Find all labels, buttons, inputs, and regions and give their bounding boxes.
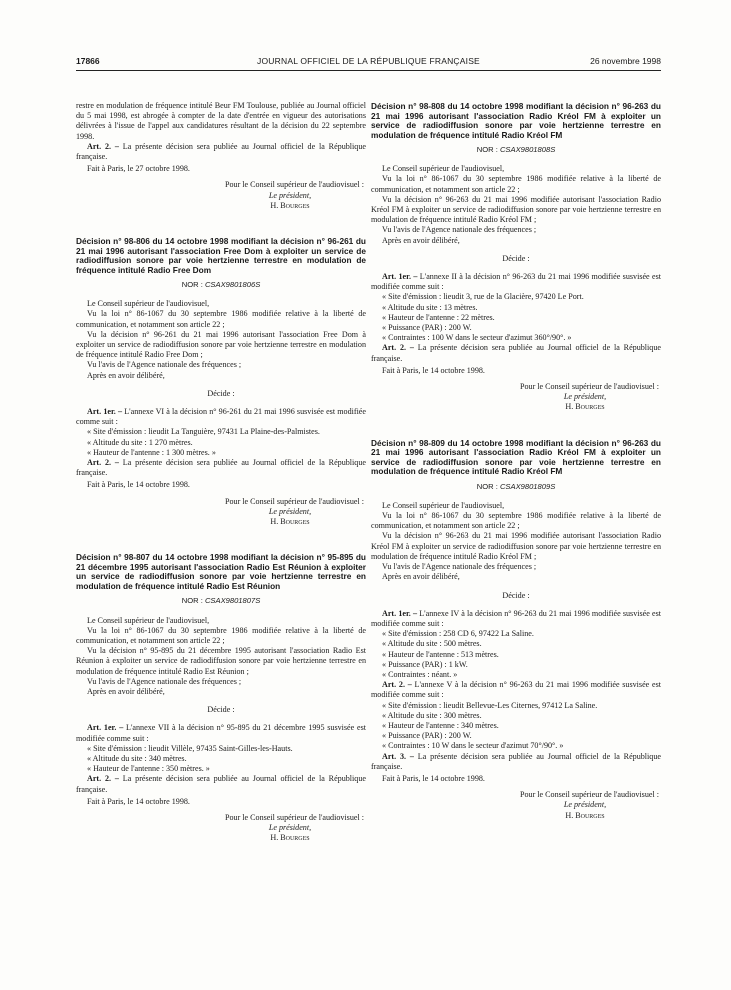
quoted-line: « Altitude du site : 340 mètres. [87, 753, 187, 763]
decision-98-808 [371, 102, 661, 413]
paragraph: Le Conseil supérieur de l'audiovisuel, [382, 164, 505, 174]
decide-heading: Décide : [207, 388, 235, 398]
article-text: La présente décision sera publiée au Journal officiel de la République française. [371, 343, 661, 363]
quoted-line: « Site d'émission : lieudit Villèle, 97435 Saint-Gilles-les-Hauts. [87, 743, 293, 753]
right-column [371, 102, 661, 821]
quoted-line: « Altitude du site : 1 270 mètres. [87, 437, 193, 447]
quoted-line: « Site d'émission : lieudit 3, rue de la Glacière, 97420 Le Port. [382, 292, 584, 302]
article-3 [371, 752, 661, 772]
quoted-line: « Site d'émission : lieudit Bellevue-Les Citernes, 97412 La Saline. [382, 700, 598, 710]
decide-heading: Décide : [502, 253, 530, 263]
quoted-line: « Hauteur de l'antenne : 22 mètres. [382, 312, 495, 322]
nor-reference [76, 280, 366, 290]
article-1 [371, 272, 661, 292]
article-label: Art. 1er. – [87, 723, 124, 733]
article-2 [371, 343, 661, 363]
paragraph: Vu la décision n° 95-895 du 21 décembre 1995 autorisant l'association Radio Est Réunion à exploiter un service de radiodiffusion sonore par voie hertzienne terrestre en modulation de fréquence intitulé Radio Est Réunion ; [76, 646, 366, 676]
nor-reference [371, 145, 661, 155]
signature-date: Fait à Paris, le 27 octobre 1998. [87, 164, 190, 174]
nor-label: NOR : [476, 481, 498, 491]
signature-role: Le président, [268, 506, 312, 516]
quoted-line: « Hauteur de l'antenne : 1 300 mètres. » [87, 447, 216, 457]
quoted-line: « Site d'émission : lieudit La Tanguière, 97431 La Plaine-des-Palmistes. [87, 427, 320, 437]
signature-role: Le président, [563, 800, 607, 810]
quoted-line: « Contraintes : néant. » [382, 669, 458, 679]
article-label: Art. 1er. – [382, 608, 418, 618]
signature-role: Le président, [268, 823, 312, 833]
paragraph: Après en avoir délibéré, [382, 235, 460, 245]
quoted-line: « Puissance (PAR) : 200 W. [382, 323, 472, 333]
quoted-line: « Altitude du site : 500 mètres. [382, 639, 482, 649]
nor-label: NOR : [476, 145, 498, 154]
signature-block [371, 790, 661, 821]
article-text: L'annexe II à la décision n° 96-263 du 21 mai 1996 modifiée susvisée est modifiée comme suit : [371, 272, 661, 292]
article-label: Art. 2. – [382, 680, 412, 690]
article-label: Art. 2. – [382, 343, 414, 353]
nor-code: CSAX9801807S [204, 596, 261, 606]
decision-title: Décision n° 98-808 du 14 octobre 1998 modifiant la décision n° 96-263 du 21 mai 1996 autorisant l'association Radio Kréol FM à exploiter un service de radiodiffusion sonore par voie hertzienne terrestre en modulation de fréquence intitulé Radio Kréol FM [371, 101, 661, 140]
signature-date: Fait à Paris, le 14 octobre 1998. [382, 365, 485, 375]
paragraph: Vu la loi n° 86-1067 du 30 septembre 1986 modifiée relative à la liberté de communication, et notamment son article 22 ; [76, 309, 366, 329]
article-label: Art. 1er. – [87, 407, 123, 417]
paragraph: Vu la loi n° 86-1067 du 30 septembre 1986 modifiée relative à la liberté de communication, et notamment son article 22 ; [371, 174, 661, 194]
signature-name: H. Bourges [565, 402, 605, 412]
paragraph: Le Conseil supérieur de l'audiovisuel, [87, 299, 210, 309]
quoted-line: « Hauteur de l'antenne : 350 mètres. » [87, 764, 210, 774]
signature-name: H. Bourges [270, 200, 310, 210]
signature-org: Pour le Conseil supérieur de l'audiovisuel : [224, 496, 364, 506]
decision-98-806 [76, 237, 366, 527]
article-1 [76, 407, 366, 427]
paragraph: Vu la loi n° 86-1067 du 30 septembre 1986 modifiée relative à la liberté de communication, et notamment son article 22 ; [76, 625, 366, 645]
signature-name: H. Bourges [270, 517, 310, 527]
article-label: Art. 1er. – [382, 272, 418, 282]
quoted-line: « Hauteur de l'antenne : 513 mètres. [382, 649, 499, 659]
quoted-line: « Contraintes : 100 W dans le secteur d'azimut 360°/90°. » [382, 333, 572, 343]
paragraph: Après en avoir délibéré, [382, 572, 460, 582]
article-text: L'annexe VII à la décision n° 95-895 du 21 décembre 1995 susvisée est modifiée comme suit : [76, 723, 366, 743]
article-text: L'annexe VI à la décision n° 96-261 du 21 mai 1996 susvisée est modifiée comme suit : [76, 407, 366, 427]
article-text: L'annexe V à la décision n° 96-263 du 21 mai 1996 modifiée susvisée est modifiée comme suit : [371, 680, 661, 700]
paragraph: Le Conseil supérieur de l'audiovisuel, [87, 615, 210, 625]
paragraph: Vu la décision n° 96-263 du 21 mai 1996 modifiée autorisant l'association Radio Kréol FM à exploiter un service de radiodiffusion sonore par voie hertzienne terrestre en modulation de fréquence intitulé Radio Kréol FM ; [371, 194, 661, 225]
quoted-line: « Puissance (PAR) : 200 W. [382, 731, 472, 741]
signature-date: Fait à Paris, le 14 octobre 1998. [382, 773, 485, 783]
article-text: L'annexe IV à la décision n° 96-263 du 21 mai 1996 modifiée susvisée est modifiée comme suit : [371, 608, 661, 628]
quoted-line: « Altitude du site : 300 mètres. [382, 710, 482, 720]
article-2 [76, 774, 366, 794]
header-rule [76, 70, 661, 71]
article-label: Art. 2. – [87, 774, 119, 784]
decision-98-809 [371, 439, 661, 821]
paragraph: Vu la décision n° 96-261 du 21 mai 1996 autorisant l'association Free Dom à exploiter un service de radiodiffusion sonore par voie hertzienne terrestre en modulation de fréquence intitulé Radio Free Dom ; [76, 329, 366, 360]
decision-title: Décision n° 98-809 du 14 octobre 1998 modifiant la décision n° 96-263 du 21 mai 1996 autorisant l'association Radio Kréol FM à exploiter un service de radiodiffusion sonore par voie hertzienne terrestre en modulation de fréquence intitulé Radio Kréol FM [371, 437, 661, 477]
nor-code: CSAX9801809S [499, 481, 556, 491]
signature-org: Pour le Conseil supérieur de l'audiovisuel : [224, 180, 364, 190]
article-label: Art. 2. – [87, 458, 119, 468]
article-text: La présente décision sera publiée au Journal officiel de la République française. [76, 774, 366, 794]
paragraph: Vu la loi n° 86-1067 du 30 septembre 1986 modifiée relative à la liberté de communication, et notamment son article 22 ; [371, 511, 661, 531]
article-2 [76, 142, 366, 162]
article-1 [76, 723, 366, 743]
signature-date: Fait à Paris, le 14 octobre 1998. [87, 480, 190, 490]
quoted-line: « Site d'émission : 258 CD 6, 97422 La Saline. [382, 629, 534, 639]
paragraph: Vu l'avis de l'Agence nationale des fréquences ; [382, 225, 537, 235]
paragraph: Vu l'avis de l'Agence nationale des fréquences ; [87, 360, 242, 370]
signature-block [76, 180, 366, 211]
article-label: Art. 3. – [382, 751, 414, 761]
decision-98-807 [76, 553, 366, 843]
decide-heading: Décide : [207, 705, 235, 715]
article-2 [76, 458, 366, 478]
page-number: 17866 [76, 56, 100, 66]
issue-date: 26 novembre 1998 [590, 56, 661, 66]
signature-name: H. Bourges [270, 833, 310, 843]
paragraph: Le Conseil supérieur de l'audiovisuel, [382, 500, 505, 510]
article-2 [371, 680, 661, 700]
article-label: Art. 2. – [87, 141, 119, 151]
signature-org: Pour le Conseil supérieur de l'audiovisuel : [519, 790, 659, 800]
signature-role: Le président, [268, 190, 312, 200]
decision-title: Décision n° 98-807 du 14 octobre 1998 modifiant la décision n° 95-895 du 21 décembre 1995 autorisant l'association Radio Est Réunion à exploiter un service de radiodiffusion sonore par voie hertzienne terrestre en modulation de fréquence intitulé Radio Est Réunion [76, 552, 366, 591]
article-text: La présente décision sera publiée au Journal officiel de la République française. [371, 751, 661, 771]
quoted-line: « Altitude du site : 13 mètres. [382, 302, 478, 312]
nor-reference [371, 482, 661, 492]
nor-label: NOR : [181, 596, 203, 606]
nor-label: NOR : [181, 280, 203, 290]
signature-role: Le président, [563, 392, 607, 402]
article-text: La présente décision sera publiée au Journal officiel de la République française. [76, 141, 366, 162]
signature-org: Pour le Conseil supérieur de l'audiovisuel : [224, 812, 364, 822]
nor-code: CSAX9801806S [204, 280, 261, 290]
article-1 [371, 609, 661, 629]
continued-text: restre en modulation de fréquence intitulé Beur FM Toulouse, publiée au Journal officiel du 5 mai 1998, est abrogée à compter de la date d'entrée en vigueur des autorisations délivrées à l'issue de l'appel aux candidatures résultant de la décision du 22 septembre 1998. [76, 101, 366, 141]
paragraph: Vu l'avis de l'Agence nationale des fréquences ; [382, 562, 537, 572]
paragraph: Vu la décision n° 96-263 du 21 mai 1996 modifiée autorisant l'association Radio Kréol FM à exploiter un service de radiodiffusion sonore par voie hertzienne terrestre en modulation de fréquence intitulé Radio Kréol FM ; [371, 531, 661, 561]
left-column [76, 101, 366, 844]
page-header [76, 56, 661, 70]
signature-block [371, 382, 661, 413]
paragraph: Après en avoir délibéré, [87, 686, 165, 696]
quoted-line: « Contraintes : 10 W dans le secteur d'azimut 70°/90°. » [382, 741, 564, 751]
signature-block [76, 497, 366, 528]
decision-title: Décision n° 98-806 du 14 octobre 1998 modifiant la décision n° 96-261 du 21 mai 1996 autorisant l'association Free Dom à exploiter un service de radiodiffusion sonore par voie hertzienne terrestre en modulation de fréquence intitulé Radio Free Dom [76, 236, 366, 275]
paragraph: Vu l'avis de l'Agence nationale des fréquences ; [87, 676, 242, 686]
decide-heading: Décide : [502, 590, 530, 600]
signature-org: Pour le Conseil supérieur de l'audiovisuel : [519, 382, 659, 392]
signature-date: Fait à Paris, le 14 octobre 1998. [87, 796, 190, 806]
paragraph: Après en avoir délibéré, [87, 370, 165, 380]
quoted-line: « Hauteur de l'antenne : 340 mètres. [382, 720, 499, 730]
journal-title: JOURNAL OFFICIEL DE LA RÉPUBLIQUE FRANÇAISE [257, 56, 480, 66]
nor-code: CSAX9801808S [499, 145, 556, 154]
signature-name: H. Bourges [565, 810, 605, 820]
signature-block [76, 813, 366, 844]
quoted-line: « Puissance (PAR) : 1 kW. [382, 659, 468, 669]
article-text: La présente décision sera publiée au Journal officiel de la République française. [76, 458, 366, 478]
nor-reference [76, 596, 366, 606]
